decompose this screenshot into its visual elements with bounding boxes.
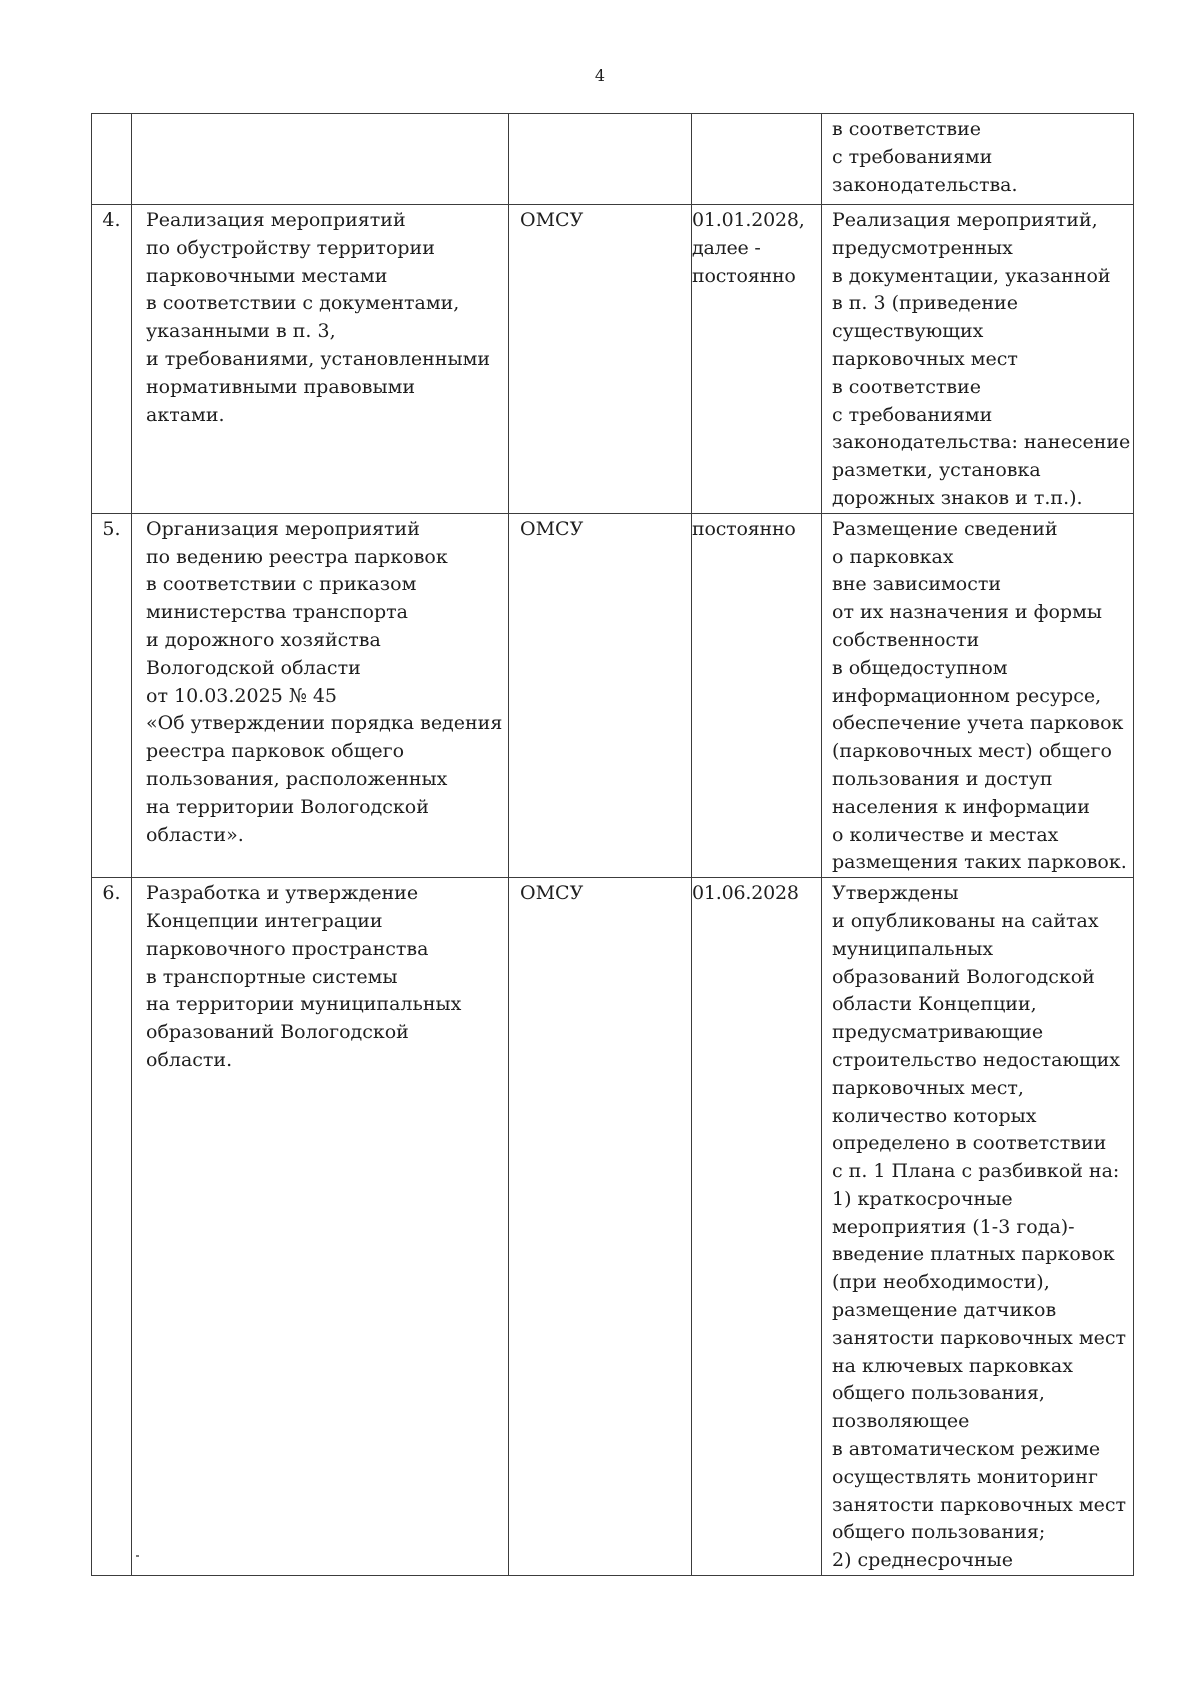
event-line: указанными в п. 3, [146,320,336,343]
event-cell [132,878,509,1576]
result-line: 2) среднесрочные [832,1549,1014,1572]
result-line: предусмотренных [832,236,1013,259]
result-line: в соответствие [832,375,981,398]
deadline-cell [692,114,822,205]
deadline-line: 01.01.2028, [692,209,805,231]
result-line: Утверждены [832,882,959,905]
deadline-line: постоянно [692,264,796,287]
event-line: от 10.03.2025 № 45 [146,684,338,707]
result-line: от их назначения и формы [832,601,1102,624]
responsible-cell [509,114,692,205]
row-number: 5. [102,517,121,540]
result-line: в п. 3 (приведение [832,292,1018,315]
result-line: осуществлять мониторинг [832,1465,1098,1488]
event-line: «Об утверждении порядка ведения [146,712,503,735]
result-line: Реализация мероприятий, [832,209,1098,231]
result-line: разметки, установка [832,459,1041,482]
result-line: с п. 1 Плана с разбивкой на: [832,1160,1120,1183]
result-line: в соответствие [832,118,981,140]
result-cell [822,513,1134,877]
result-line: 1) краткосрочные [832,1187,1013,1210]
row-number-cell [92,114,132,205]
result-line: существующих [832,320,984,343]
result-line: введение платных парковок [832,1243,1115,1266]
result-line: о парковках [832,545,954,568]
result-line: с требованиями [832,403,993,426]
result-line: пользования и доступ [832,767,1053,790]
result-line: мероприятия (1-3 года)- [832,1215,1075,1238]
row-number-cell [92,513,132,877]
result-line: общего пользования; [832,1521,1046,1544]
event-line: и требованиями, установленными [146,347,491,370]
deadline-cell [692,205,822,514]
result-line: информационном ресурсе, [832,684,1102,707]
result-cell [822,878,1134,1576]
result-line: с требованиями [832,145,993,168]
result-line: законодательства: нанесение [832,431,1131,454]
result-line: строительство недостающих [832,1048,1121,1071]
row-number-cell [92,878,132,1576]
responsible-text: ОМСУ [520,209,584,231]
event-cell [132,513,509,877]
event-line: Реализация мероприятий [146,209,406,231]
result-line: в общедоступном [832,656,1008,679]
event-line: в соответствии с приказом [146,573,417,596]
result-line: собственности [832,628,980,651]
event-line: на территории Вологодской [146,795,429,818]
result-line: обеспечение учета парковок [832,712,1124,735]
event-line: области. [146,1048,233,1071]
event-line: по обустройству территории [146,236,435,259]
event-line: по ведению реестра парковок [146,545,448,568]
result-line: парковочных мест, [832,1076,1024,1099]
responsible-cell [509,878,692,1576]
result-cell [822,114,1134,205]
row-number: 6. [102,882,121,905]
result-line: предусматривающие [832,1021,1044,1044]
row-number-cell [92,205,132,514]
row-number: 4. [102,209,121,231]
result-line: определено в соответствии [832,1132,1107,1155]
event-line: актами. [146,403,225,426]
result-line: размещения таких парковок. [832,851,1127,874]
event-line: Концепции интеграции [146,909,383,932]
result-line: размещение датчиков [832,1299,1057,1322]
event-line: парковочного пространства [146,937,429,960]
result-line: Размещение сведений [832,517,1058,540]
result-line: вне зависимости [832,573,1002,596]
result-line: области Концепции, [832,993,1037,1016]
responsible-text: ОМСУ [520,517,584,540]
deadline-cell [692,878,822,1576]
event-line: на территории муниципальных [146,993,462,1016]
table-row [92,878,1134,1576]
result-line: о количестве и местах [832,823,1059,846]
table-row [92,513,1134,877]
result-line: в автоматическом режиме [832,1438,1101,1461]
scan-mark [136,1555,139,1557]
measures-table [91,113,1134,1576]
responsible-cell [509,513,692,877]
page-number: 4 [594,66,606,85]
event-cell [132,114,509,205]
result-line: общего пользования, [832,1382,1045,1405]
result-line: муниципальных [832,937,994,960]
result-line: занятости парковочных мест [832,1326,1127,1349]
deadline-line: далее - [692,236,761,259]
event-cell [132,205,509,514]
event-line: и дорожного хозяйства [146,628,381,651]
deadline-cell [692,513,822,877]
table-row [92,205,1134,514]
result-line: занятости парковочных мест [832,1493,1127,1516]
responsible-cell [509,205,692,514]
result-line: (при необходимости), [832,1271,1050,1294]
responsible-text: ОМСУ [520,882,584,905]
event-line: нормативными правовыми [146,375,416,398]
event-line: в соответствии с документами, [146,292,460,315]
deadline-line: постоянно [692,517,796,540]
event-line: в транспортные системы [146,965,398,988]
deadline-line: 01.06.2028 [692,882,799,905]
result-line: дорожных знаков и т.п.). [832,486,1083,509]
event-line: области». [146,823,244,846]
result-line: (парковочных мест) общего [832,740,1112,763]
event-line: Разработка и утверждение [146,882,419,905]
table-row [92,114,1134,205]
result-cell [822,205,1134,514]
result-line: в документации, указанной [832,264,1111,287]
event-line: парковочными местами [146,264,388,287]
result-line: законодательства. [832,173,1018,196]
event-line: Организация мероприятий [146,517,420,540]
event-line: министерства транспорта [146,601,408,624]
result-line: образований Вологодской [832,965,1095,988]
result-line: и опубликованы на сайтах [832,909,1099,932]
event-line: образований Вологодской [146,1021,409,1044]
result-line: позволяющее [832,1410,970,1433]
result-line: населения к информации [832,795,1090,818]
result-line: парковочных мест [832,347,1018,370]
event-line: Вологодской области [146,656,361,679]
result-line: на ключевых парковках [832,1354,1073,1377]
result-line: количество которых [832,1104,1037,1127]
event-line: пользования, расположенных [146,767,448,790]
event-line: реестра парковок общего [146,740,405,763]
